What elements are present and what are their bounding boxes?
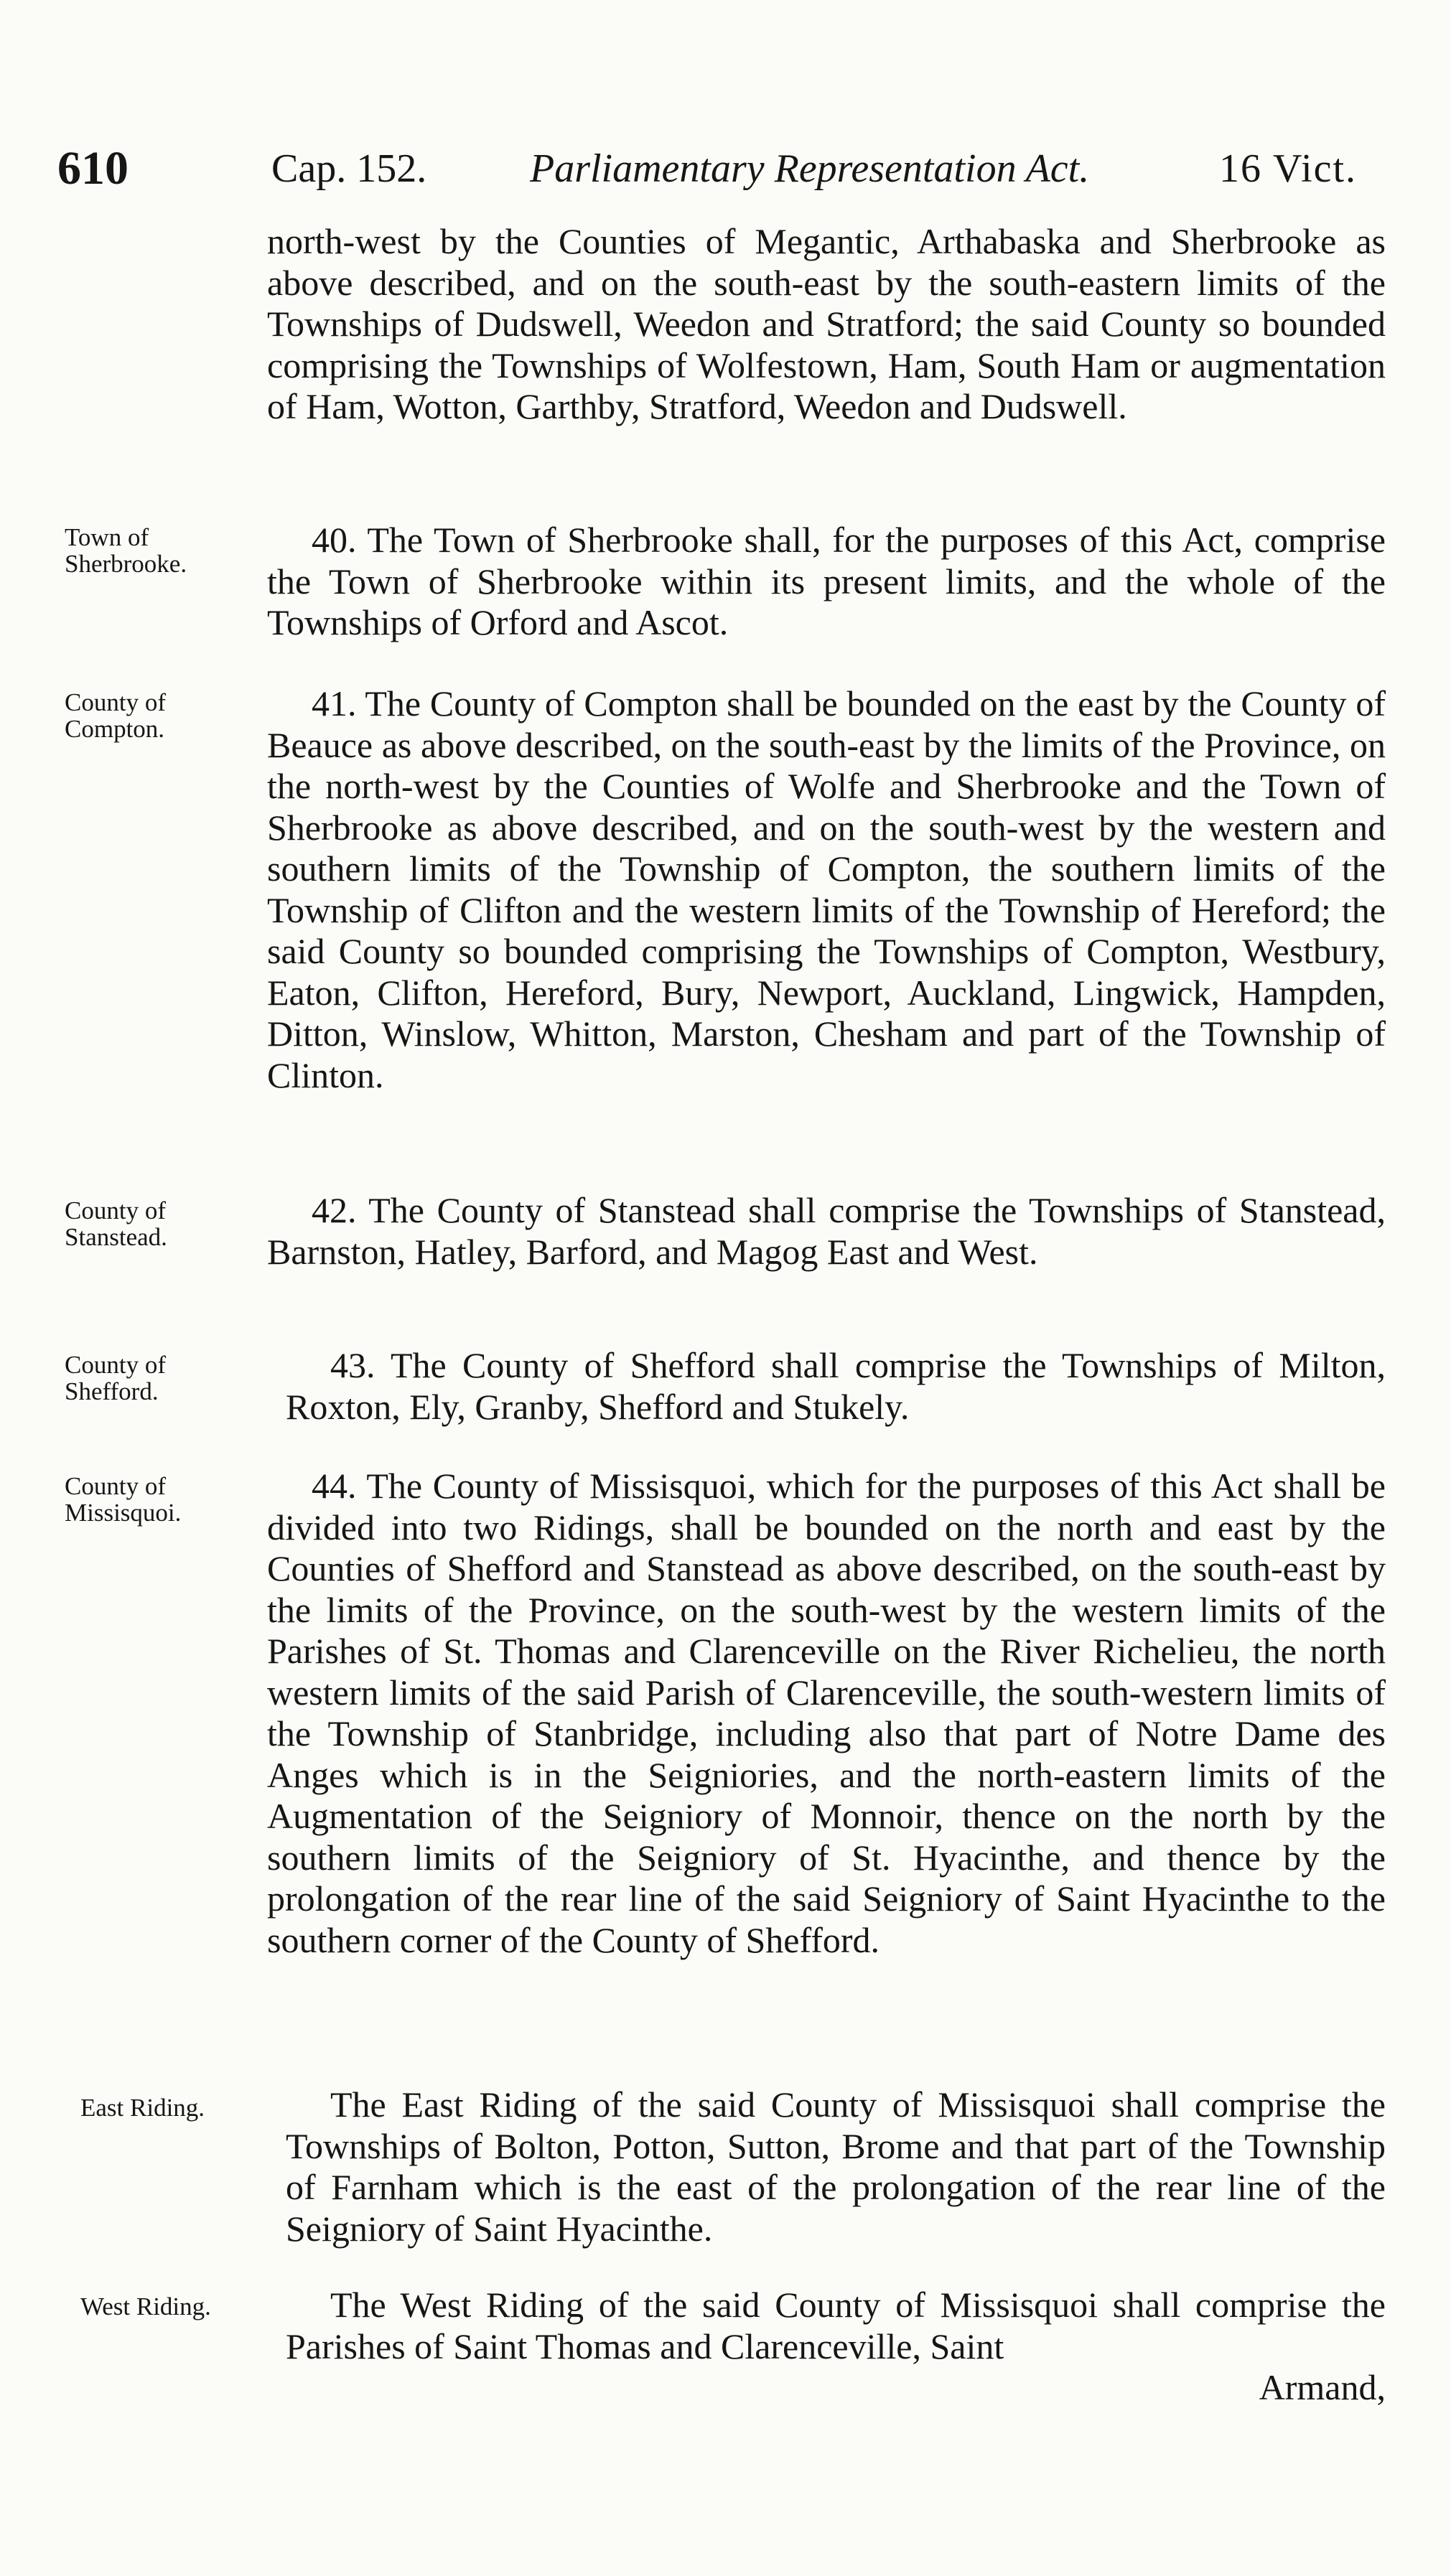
east-riding-paragraph: The East Riding of the said County of Missisquoi shall comprise the Townships of Bolton, Potton, Sutton, Brome and that part of the Township of Farnham which is the east of the prolongation of the rear line of the Seigniory of Saint Hyacinthe. xyxy=(286,2084,1386,2249)
margin-note-line: Sherbrooke. xyxy=(65,550,187,578)
margin-note-line: County of xyxy=(65,1472,166,1500)
margin-note-shefford xyxy=(65,1352,266,1405)
margin-note-line: Compton. xyxy=(65,715,165,743)
section-44-paragraph: 44. The County of Missisquoi, which for the purposes of this Act shall be divided into two Ridings, shall be bounded on the north and east by the Counties of Shefford and Stanstead as above described, on the south-east by the limits of the Province, on the south-west by the western limits of the Parishes of St. Thomas and Clarenceville on the River Richelieu, the north western limits of the said Parish of Clarenceville, the south-western limits of the Township of Stanbridge, including also that part of Notre Dame des Anges which is in the Seigniories, and the north-eastern limits of the Augmentation of the Seigniory of Monnoir, thence on the north by the southern limits of the Seigniory of St. Hyacinthe, and thence by the prolongation of the rear line of the said Seigniory of Saint Hyacinthe to the southern corner of the County of Shefford. xyxy=(267,1466,1386,1960)
margin-note-line: West Riding. xyxy=(80,2292,211,2320)
margin-note-missisquoi xyxy=(65,1473,266,1526)
regnal-year: 16 Vict. xyxy=(1219,146,1358,191)
running-title: Parliamentary Representation Act. xyxy=(530,146,1090,191)
margin-note-sherbrooke xyxy=(65,524,266,577)
margin-note-west-riding xyxy=(80,2293,281,2320)
margin-note-line: Town of xyxy=(65,523,149,551)
margin-note-line: County of xyxy=(65,1196,166,1224)
margin-note-line: Missisquoi. xyxy=(65,1499,182,1527)
chapter-reference: Cap. 152. xyxy=(271,146,427,191)
west-riding-paragraph: The West Riding of the said County of Missisquoi shall comprise the Parishes of Saint Thomas and Clarenceville, Saint xyxy=(286,2285,1386,2366)
catchword: Armand, xyxy=(1259,2367,1386,2407)
margin-note-line: County of xyxy=(65,688,166,716)
section-43-paragraph: 43. The County of Shefford shall comprise the Townships of Milton, Roxton, Ely, Granby, Shefford and Stukely. xyxy=(286,1345,1386,1427)
margin-note-stanstead xyxy=(65,1197,266,1250)
margin-note-line: Shefford. xyxy=(65,1377,159,1405)
margin-note-line: East Riding. xyxy=(80,2094,205,2122)
margin-note-line: Stanstead. xyxy=(65,1223,167,1251)
margin-note-line: County of xyxy=(65,1351,166,1379)
section-41-paragraph: 41. The County of Compton shall be bounded on the east by the County of Beauce as above described, on the south-east by the limits of the Province, on the north-west by the Counties of Wolfe and Sherbrooke and the Town of Sherbrooke as above described, and on the south-west by the western and southern limits of the Township of Compton, the southern limits of the Township of Clifton and the western limits of the Township of Hereford; the said County so bounded comprising the Townships of Compton, Westbury, Eaton, Clifton, Hereford, Bury, Newport, Auckland, Lingwick, Hampden, Ditton, Winslow, Whitton, Marston, Chesham and part of the Township of Clinton. xyxy=(267,683,1386,1095)
page-number: 610 xyxy=(57,142,129,195)
margin-note-east-riding xyxy=(80,2094,281,2121)
continuation-paragraph: north-west by the Counties of Megantic, Arthabaska and Sherbrooke as above described, and on the south-east by the south-eastern limits of the Townships of Dudswell, Weedon and Stratford; the said County so bounded comprising the Townships of Wolfestown, Ham, South Ham or augmentation of Ham, Wotton, Garthby, Stratford, Weedon and Dudswell. xyxy=(267,221,1386,426)
margin-note-compton xyxy=(65,689,266,742)
section-40-paragraph: 40. The Town of Sherbrooke shall, for the purposes of this Act, comprise the Town of Sherbrooke within its present limits, and the whole of the Townships of Orford and Ascot. xyxy=(267,520,1386,642)
section-42-paragraph: 42. The County of Stanstead shall comprise the Townships of Stanstead, Barnston, Hatley, Barford, and Magog East and West. xyxy=(267,1190,1386,1272)
